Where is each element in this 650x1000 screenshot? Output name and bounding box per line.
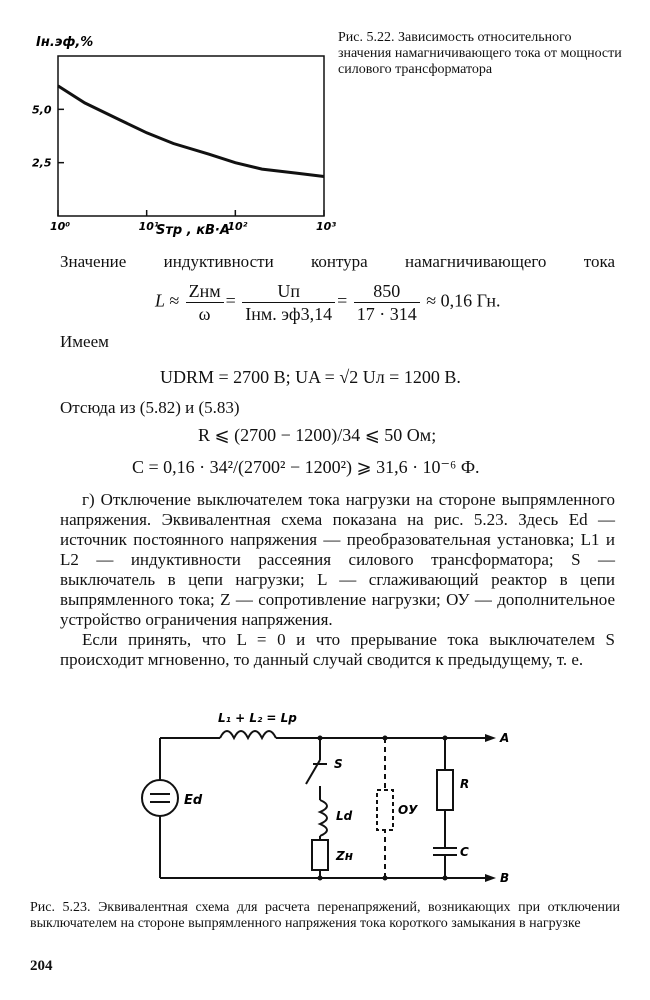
fig522-y-tick-label: 5,0: [32, 103, 52, 117]
label-s: S: [334, 757, 343, 771]
fig523-circuit: [120, 708, 520, 898]
inductor-ld: [320, 800, 327, 836]
fig522-x-tick-label: 10¹: [138, 220, 159, 233]
inductor-lp: [220, 731, 276, 738]
label-zn: Zн: [336, 849, 353, 863]
fig523-caption: Рис. 5.23. Эквивалентная схема для расчета перенапряжений, возникающих при отключении выключателем на стороне выпрямленного напряжения тока короткого замыкания в нагрузке: [30, 900, 620, 931]
fig522-y-tick-label: 2,5: [32, 156, 52, 170]
fig522-x-tick-label: 10²: [227, 220, 248, 233]
page-number: 204: [30, 958, 53, 974]
eq-L-lhs: L ≈: [155, 290, 180, 311]
text-otsyuda: Отсюда из (5.82) и (5.83): [60, 398, 240, 417]
text-imeem: Имеем: [60, 332, 109, 351]
label-b: B: [500, 871, 510, 885]
frac-2: $\frac{Uп}{\text{Iнм. эф3,14}}$: [242, 280, 335, 325]
fig522-curve: [58, 86, 324, 177]
label-lp: L₁ + L₂ = Lp: [218, 711, 297, 725]
frac-1: $\frac{\text{Zнм}}{\omega}$: [186, 280, 224, 325]
resistor-r: [437, 770, 453, 810]
fig522-x-tick-label: 10³: [316, 220, 337, 233]
eq-capacitance: C = 0,16 · 34²/(2700² − 1200²) ⩾ 31,6 · 10⁻⁶ Ф.: [132, 457, 480, 477]
paragraph-block: [60, 490, 615, 670]
label-ld: Ld: [336, 809, 353, 823]
paragraph-if: Если принять, что L = 0 и что прерывание тока выключателем S происходит мгновенно, то данный случай сводится к предыдущему, т. е.: [60, 630, 615, 669]
resistor-zn: [312, 840, 328, 870]
text-line-inductance: Значение индуктивности контура намагничивающего тока: [60, 252, 615, 271]
arrow-a: [485, 734, 496, 742]
label-r: R: [460, 777, 470, 791]
source-ed: [142, 780, 178, 816]
eq-voltages: UDRM = 2700 В; UA = √2 Uл = 1200 В.: [160, 367, 461, 387]
arrow-b: [485, 874, 496, 882]
fig522-plot-frame: [58, 56, 324, 216]
fig522-caption: Рис. 5.22. Зависимость относительного значения намагничивающего тока от мощности силового трансформатора: [338, 30, 622, 77]
fig522-x-label: Sтр , кВ·А: [156, 223, 230, 238]
eq-resistance: R ⩽ (2700 − 1200)/34 ⩽ 50 Ом;: [198, 425, 437, 445]
eq-inductance: L ≈ $\frac{\text{Zнм}}{\omega}$ = $\frac{Uп}{\text{Iнм. эф3,14}}$ = $\frac{850}{17 \cdot 314}$ ≈ 0,16 Гн.: [155, 281, 501, 324]
fig522-chart: [28, 30, 348, 240]
fig522-y-label: Iн.эф,%: [36, 35, 94, 50]
paragraph-g: г) Отключение выключателем тока нагрузки на стороне выпрямленного напряжения. Эквивалентная схема показана на рис. 5.23. Здесь Ed — источник постоянного напряжения — преобразовательная установка; L1 и L2 — индуктивности рассеяния силового трансформатора; S — выключатель в цепи нагрузки; L — сглаживающий реактор в цепи выпрямленного тока; Z — сопротивление нагрузки; ОУ — дополнительное устройство ограничения напряжения.: [60, 490, 615, 629]
frac-3: $\frac{850}{17 \cdot 314}$: [354, 280, 420, 325]
label-ou: ОУ: [398, 803, 418, 817]
label-c: C: [460, 845, 469, 859]
device-ou: [377, 790, 393, 830]
label-a: A: [500, 731, 510, 745]
fig522-x-tick-label: 10⁰: [50, 220, 71, 233]
eq-L-rhs: ≈ 0,16 Гн.: [426, 290, 501, 311]
label-ed: Ed: [184, 793, 203, 808]
